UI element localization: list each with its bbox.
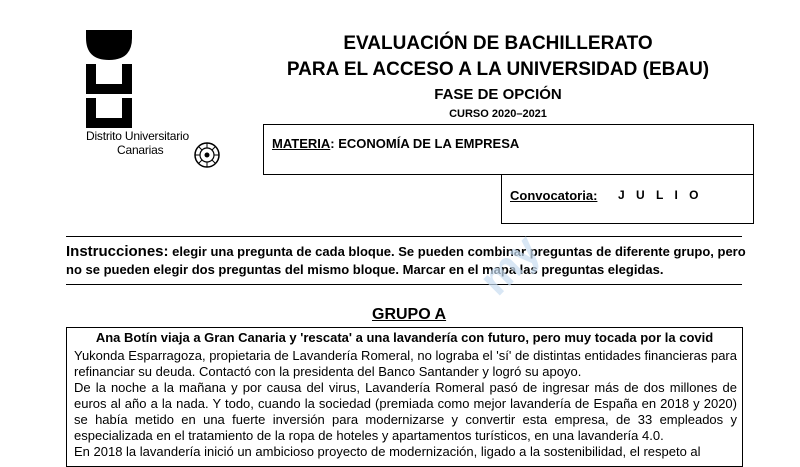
article-paragraph: De la noche a la mañana y por causa del virus, Lavandería Romeral pasó de ingresar más de dos millones de euros al año a la nada. Y todo, cuando la sociedad (premiada como mejor lavandería de España en 2018 y 2020) se había metido en una fuerte inversión para modernizarse y convertir esta empresa, de 33 empleados y especializada en el tratamiento de la ropa de hoteles y apartamentos turísticos, en una lavandería 4.0. xyxy=(74,380,737,443)
convocatoria-value: J U L I O xyxy=(618,188,703,202)
divider-bottom xyxy=(66,284,742,285)
article-paragraph: Yukonda Esparragoza, propietaria de Lavandería Romeral, no lograba el 'sí' de distintas entidades financieras para refinanciar su deuda. Contactó con la presidenta del Banco Santander y logró su apoyo. xyxy=(74,348,737,379)
instructions-text: elegir una pregunta de cada bloque. Se pueden combinar preguntas de diferente grupo, pero no se pueden elegir dos preguntas del mismo bloque. Marcar en el mapa las preguntas elegidas. xyxy=(66,244,746,277)
article-box xyxy=(66,327,743,467)
article-body xyxy=(74,348,737,460)
exam-title-line2: PARA EL ACCESO A LA UNIVERSIDAD (EBAU) xyxy=(286,59,710,80)
instructions-lead: Instrucciones: xyxy=(66,243,169,260)
logo-text-line2: Canarias xyxy=(117,143,164,157)
instructions xyxy=(66,243,746,279)
divider-top xyxy=(66,236,742,237)
group-title: GRUPO A xyxy=(372,306,447,323)
logo-text-line1: Distrito Universitario xyxy=(86,129,189,143)
watermark: my xyxy=(470,225,550,305)
materia-field xyxy=(272,136,519,151)
exam-course: CURSO 2020–2021 xyxy=(449,108,547,120)
duc-letters-logo xyxy=(86,30,132,128)
convocatoria-label: Convocatoria: xyxy=(510,188,598,203)
materia-label: MATERIA xyxy=(272,136,331,151)
article-paragraph: En 2018 la lavandería inició un ambicioso proyecto de modernización, ligado a la sostenibilidad, el respeto al xyxy=(74,444,701,459)
exam-title-line1: EVALUACIÓN DE BACHILLERATO xyxy=(343,33,653,54)
university-seal-icon xyxy=(193,141,221,169)
article-title: Ana Botín viaja a Gran Canaria y 'rescata' a una lavandería con futuro, pero muy tocada por la covid xyxy=(95,330,714,345)
materia-value: : ECONOMÍA DE LA EMPRESA xyxy=(330,136,520,151)
exam-phase: FASE DE OPCIÓN xyxy=(434,86,562,103)
